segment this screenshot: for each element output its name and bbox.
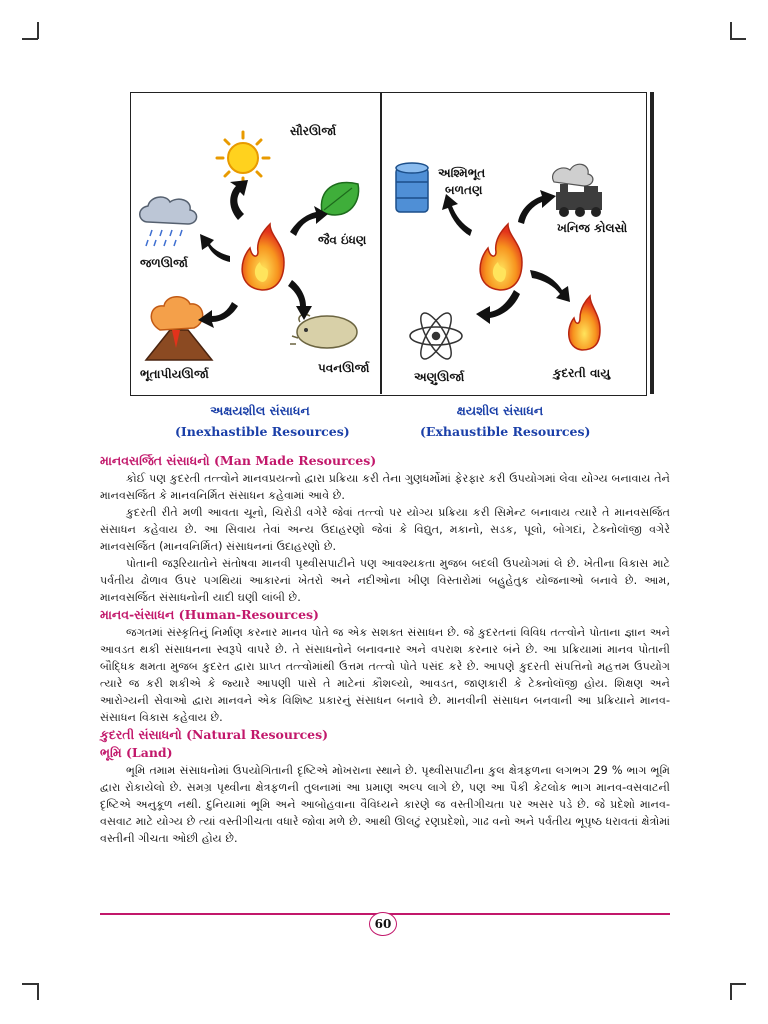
label-mineral-coal: ખનિજ કોલસો (557, 221, 628, 235)
label-fossil-fuel-line1: અશ્મિભૂત (438, 166, 486, 180)
paragraph: ભૂમિ તમામ સંસાધનોમાં ઉપયોગિતાની દૃષ્ટિએ મોખરાના સ્થાને છે. પૃથ્વીસપાટીના કુલ ક્ષેત્રફળના લગભગ 29 % ભાગ ભૂમિ દ્વારા રોકાયેલો છે. સમગ્ર પૃથ્વીના ક્ષેત્રફળની તુલનામાં આ પ્રમાણ અલ્પ લાગે છે, પણ આ પૈકી કેટલોક ભાગ માનવ-વસવાટની દૃષ્ટિએ અનુકૂળ નથી. દુનિયામાં ભૂમિ અને આબોહવાના વૈવિધ્યને કારણે જ વસ્તીગીચતા પર અસર પડે છે. જે પ્રદેશો માનવ-વસવાટ માટે યોગ્ય છે ત્યાં વસ્તીગીચતા વધારે જોવા મળે છે. આથી ઊલટું રણપ્રદેશો, ગાઢ વનો અને પર્વતીય ભૂપૃષ્ઠ ધરાવતાં ક્ષેત્રોમાં વસ્તીની ગીચતા ઓછી હોય છે. (100, 764, 670, 845)
crop-mark-bl-h (22, 983, 38, 985)
paragraph: કુદરતી રીતે મળી આવતા ચૂનો, ચિરોડી વગેરે જેવાં તત્ત્વો પર યોગ્ય પ્રક્રિયા કરી સિમેન્ટ બનાવાય ત્યારે તે માનવસર્જિત સંસાધન કહેવાય છે. આ સિવાય તેવાં અન્ય ઉદાહરણો જેવાં કે વિદ્યુત, મકાનો, સડક, પૂલો, બોગદાં, ટેક્નોલૉજી વગેરે માનવસર્જિત (માનવનિર્મિત) સંસાધનનાં ઉદાહરણો છે. (100, 506, 670, 553)
label-fossil-fuel-line2: બળતણ (445, 183, 483, 197)
label-solar-energy: સૌરઊર્જા (290, 124, 337, 138)
right-flame-icon (480, 224, 522, 290)
atom-icon (410, 309, 462, 363)
heading-natural-resources: કુદરતી સંસાધનો (Natural Resources) (100, 727, 329, 742)
label-natural-gas: કુદરતી વાયુ (553, 366, 611, 380)
crop-mark-br-v (730, 983, 732, 1000)
natural-gas-flame-icon (569, 296, 600, 350)
caption-exhaustible-en: (Exhaustible Resources) (420, 424, 591, 439)
steam-train-icon (553, 164, 602, 217)
label-hydro-energy: જળઊર્જા (140, 256, 188, 270)
label-bio-fuel: જૈવ ઇંધણ (318, 233, 367, 247)
caption-exhaustible-gu: ક્ષયશીલ સંસાધન (456, 403, 544, 418)
rain-cloud-icon (140, 197, 197, 246)
heading-land: ભૂમિ (Land) (100, 745, 173, 760)
label-nuclear-energy: અણુઊર્જા (414, 370, 465, 384)
crop-mark-br-h (730, 983, 746, 985)
caption-inexhaustible-en: (Inexhastible Resources) (175, 424, 350, 439)
page-number: 60 (369, 912, 397, 936)
paragraph: જગતમાં સંસ્કૃતિનું નિર્માણ કરનાર માનવ પોતે જ એક સશક્ત સંસાધન છે. જે કુદરતનાં વિવિધ તત્ત્વોને પોતાના જ્ઞાન અને આવડત થકી સંસાધનના સ્વરૂપે વાપરે છે. તે સંસાધનોને બનાવનાર અને વપરાશ કરનાર બંને છે. આ પ્રક્રિયામાં માનવ પોતાની બૌદ્ધિક ક્ષમતા મુજબ કુદરત દ્વારા પ્રાપ્ત તત્ત્વોમાંથી ઉત્તમ તત્ત્વો પોતે પસંદ કરે છે. આપણે કુદરતી સંપત્તિનો મહત્તમ ઉપયોગ ત્યારે જ કરી શકીએ કે જ્યારે આપણી પાસે તે માટેનાં કૌશલ્યો, આવડત, જાણકારી કે ટેક્નોલૉજી હોય. શિક્ષણ અને આરોગ્યની સેવાઓ દ્વારા માનવને એક વિશિષ્ટ પ્રકારનું સંસાધન બનાવે છે. માનવીની સંસાધન બનવાની આ પ્રક્રિયાને માનવ-સંસાધન વિકાસ કહેવાય છે. (100, 626, 670, 724)
paragraph: પોતાની જરૂરિયાતોને સંતોષવા માનવી પૃથ્વીસપાટીને પણ આવશ્યકતા મુજબ બદલી ઉપયોગમાં લે છે. ખેતીના વિકાસ માટે પર્વતીય ઢોળાવ ઉપર પગથિયાં આકારનાં ખેતરો અને નદીઓના ખીણ વિસ્તારોમાં બહુહેતુક યોજનાઓ બનાવે છે. આમ, માનવસર્જિત સંસાધનોની યાદી ઘણી લાંબી છે. (100, 557, 670, 604)
sun-icon (217, 132, 269, 184)
volcano-icon (146, 297, 212, 360)
crop-mark-bl-v (37, 983, 39, 1000)
left-flame-icon (242, 224, 284, 290)
heading-human-resources: માનવ-સંસાધન (Human-Resources) (100, 607, 319, 622)
figure-illustrations (0, 0, 768, 420)
caption-inexhaustible-gu: અક્ષયશીલ સંસાધન (210, 403, 310, 418)
leaf-icon (321, 182, 358, 214)
label-geothermal-energy: ભૂતાપીયઊર્જા (140, 367, 209, 381)
paragraph: કોઈ પણ કુદરતી તત્ત્વોને માનવપ્રયત્નો દ્વારા પ્રક્રિયા કરી તેના ગુણધર્મોમાં ફેરફાર કરી ઉપયોગમાં લેવા યોગ્ય બનાવાય તેને માનવસર્જિત કે માનવનિર્મિત સંસાધન કહેવામાં આવે છે. (100, 472, 670, 502)
wind-icon (290, 314, 357, 348)
label-wind-energy: પવનઊર્જા (318, 361, 370, 375)
body-text (100, 452, 670, 847)
heading-man-made-resources: માનવસર્જિત સંસાધનો (Man Made Resources) (100, 453, 377, 468)
oil-barrels-icon (396, 160, 428, 212)
